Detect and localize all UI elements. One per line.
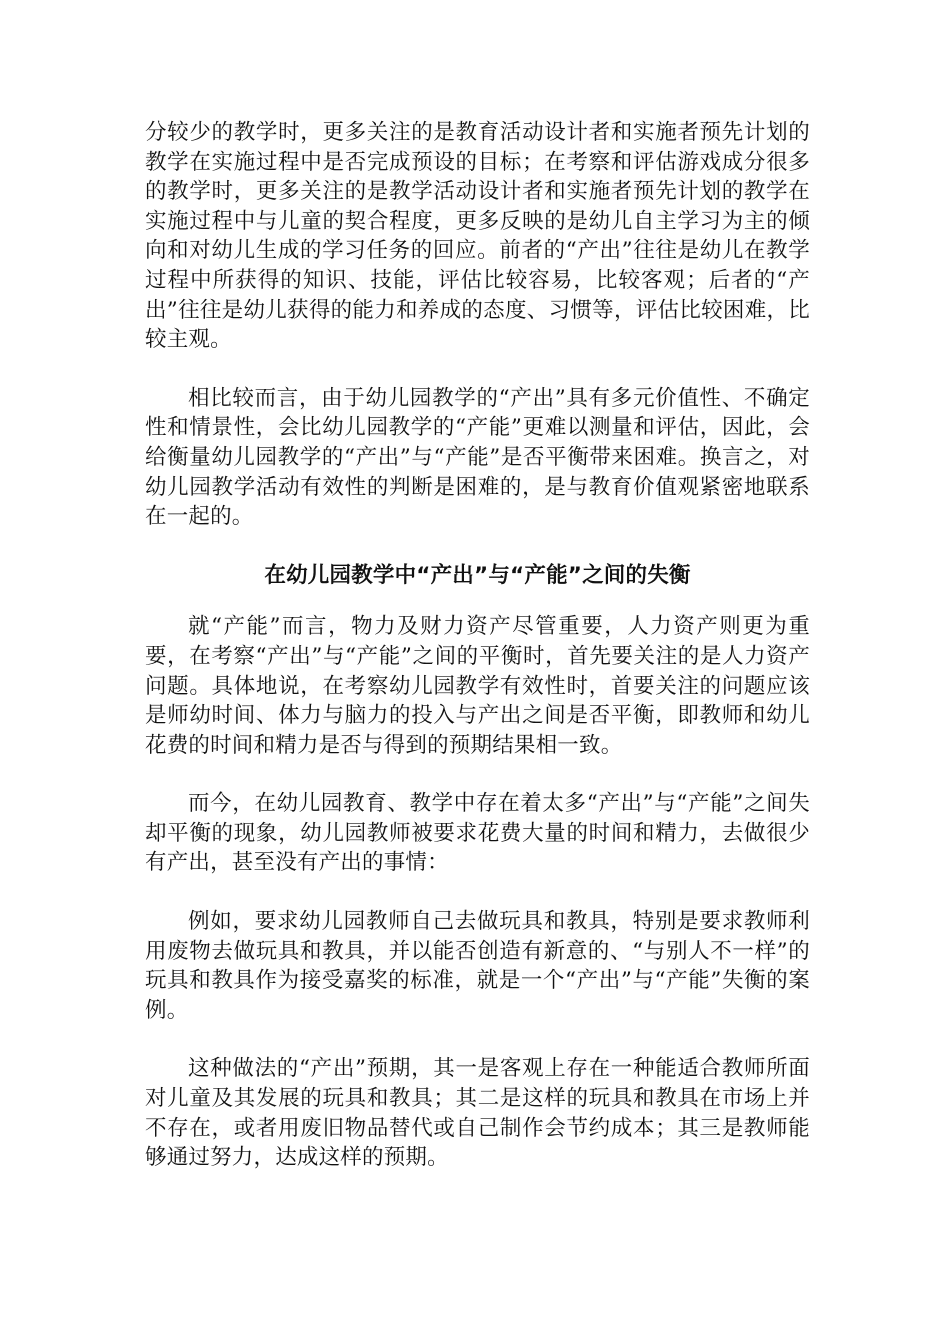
document-body xyxy=(145,118,810,1202)
paragraph-example: 例如，要求幼儿园教师自己去做玩具和教具，特别是要求教师利用废物去做玩具和教具，并以能否创造有新意的、“与别人不一样”的玩具和教具作为接受嘉奖的标准，就是一个“产出”与“产能”失衡的案例。 xyxy=(145,909,810,1023)
paragraph-imbalance: 而今，在幼儿园教育、教学中存在着太多“产出”与“产能”之间失却平衡的现象，幼儿园教师被要求花费大量的时间和精力，去做很少有产出，甚至没有产出的事情： xyxy=(145,791,810,876)
paragraph-capacity: 就“产能”而言，物力及财力资产尽管重要，人力资产则更为重要，在考察“产出”与“产能”之间的平衡时，首先要关注的是人力资产问题。具体地说，在考察幼儿园教学有效性时，首要关注的问题应该是师幼时间、体力与脑力的投入与产出之间是否平衡，即教师和幼儿花费的时间和精力是否与得到的预期结果相一致。 xyxy=(145,614,810,758)
paragraph-comparison: 相比较而言，由于幼儿园教学的“产出”具有多元价值性、不确定性和情景性，会比幼儿园教学的“产能”更难以测量和评估，因此，会给衡量幼儿园教学的“产出”与“产能”是否平衡带来困难。换言之，对幼儿园教学活动有效性的判断是困难的，是与教育价值观紧密地联系在一起的。 xyxy=(145,385,810,530)
paragraph-expectation: 这种做法的“产出”预期，其一是客观上存在一种能适合教师所面对儿童及其发展的玩具和教具；其二是这样的玩具和教具在市场上并不存在，或者用废旧物品替代或自己制作会节约成本；其三是教师能够通过努力，达成这样的预期。 xyxy=(145,1056,810,1171)
paragraph-continuation: 分较少的教学时，更多关注的是教育活动设计者和实施者预先计划的教学在实施过程中是否完成预设的目标；在考察和评估游戏成分很多的教学时，更多关注的是教学活动设计者和实施者预先计划的教学在实施过程中与儿童的契合程度，更多反映的是幼儿自主学习为主的倾向和对幼儿生成的学习任务的回应。前者的“产出”往往是幼儿在教学过程中所获得的知识、技能，评估比较容易，比较客观；后者的“产出”往往是幼儿获得的能力和养成的态度、习惯等，评估比较困难，比较主观。 xyxy=(145,120,810,353)
section-heading: 在幼儿园教学中“产出”与“产能”之间的失衡 xyxy=(264,562,691,588)
